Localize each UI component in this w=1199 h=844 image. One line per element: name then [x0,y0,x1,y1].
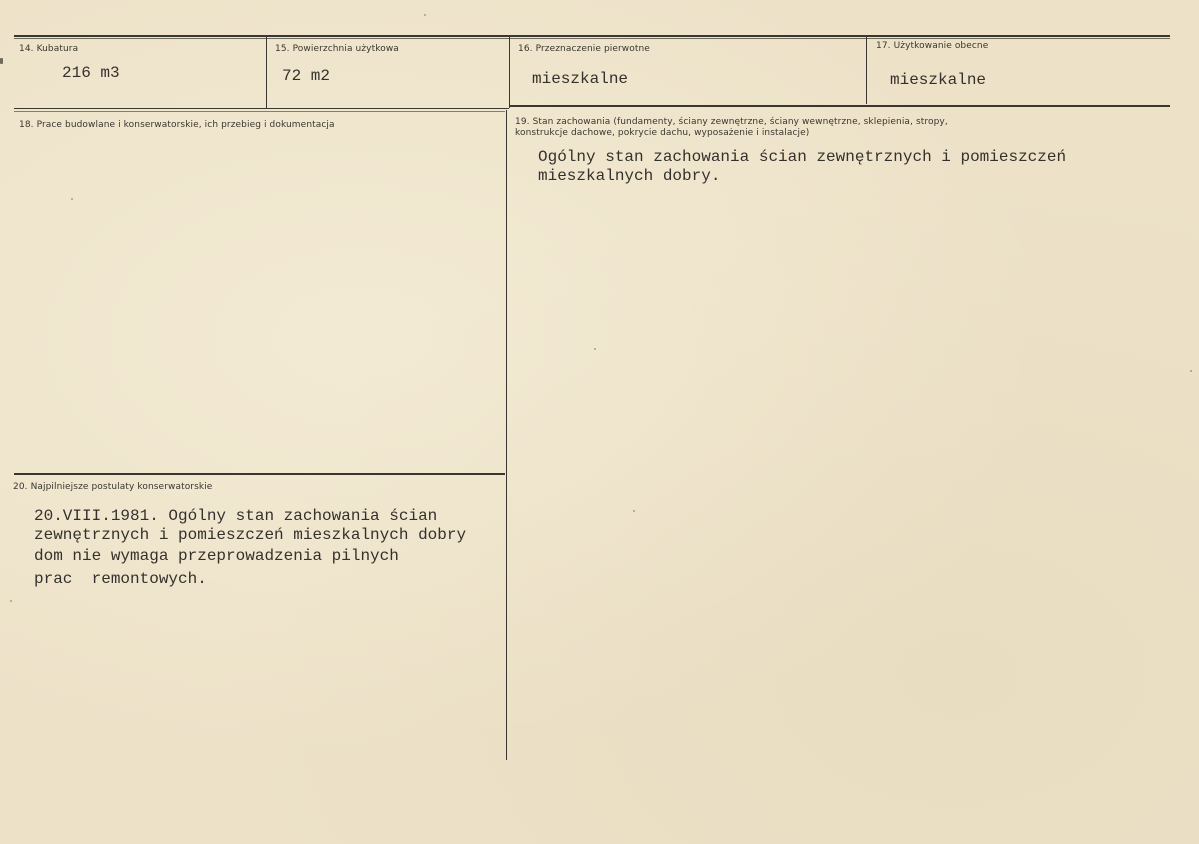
label-prace-budowlane: 18. Prace budowlane i konserwatorskie, ich przebieg i dokumentacja [19,120,335,130]
value-powierzchnia: 72 m2 [282,67,331,85]
divider-18-20 [14,473,505,475]
paper-speck [71,198,73,200]
text-postulaty-3: dom nie wymaga przeprowadzenia pilnych [34,547,399,565]
text-postulaty-1: 20.VIII.1981. Ogólny stan zachowania ścian [34,507,438,525]
value-kubatura: 216 m3 [62,64,120,82]
top-rule-thin [14,38,1170,39]
row1-bottom-rule [14,108,509,109]
paper-speck [594,348,596,350]
paper-speck [0,58,3,64]
paper-speck [424,14,426,16]
label-postulaty: 20. Najpilniejsze postulaty konserwatorskie [13,482,213,492]
center-divider [506,110,507,760]
value-przeznaczenie: mieszkalne [532,70,629,88]
divider-14-15 [266,36,267,108]
row1-bottom-rule-right [509,105,1170,107]
label-powierzchnia: 15. Powierzchnia użytkowa [275,44,399,54]
paper-speck [633,510,635,512]
top-rule [14,35,1170,37]
text-stan-zachowania-1: Ogólny stan zachowania ścian zewnętrznych i pomieszczeń [538,148,1067,166]
text-postulaty-4: prac remontowych. [34,570,207,588]
text-postulaty-2: zewnętrznych i pomieszczeń mieszkalnych dobry [34,526,467,544]
paper-speck [1190,370,1192,372]
text-stan-zachowania-2: mieszkalnych dobry. [538,167,721,185]
value-uzytkowanie: mieszkalne [890,71,987,89]
label-uzytkowanie: 17. Użytkowanie obecne [876,41,989,51]
label-przeznaczenie: 16. Przeznaczenie pierwotne [518,44,650,54]
divider-15-16 [509,36,510,108]
label-stan-zachowania-2: konstrukcje dachowe, pokrycie dachu, wyposażenie i instalacje) [515,128,810,138]
label-kubatura: 14. Kubatura [19,44,79,54]
divider-16-17 [866,36,867,104]
row1-bottom-rule-left-thin [14,111,505,112]
paper-speck [10,600,12,602]
label-stan-zachowania-1: 19. Stan zachowania (fundamenty, ściany zewnętrzne, ściany wewnętrzne, sklepienia, stropy, [515,117,948,127]
